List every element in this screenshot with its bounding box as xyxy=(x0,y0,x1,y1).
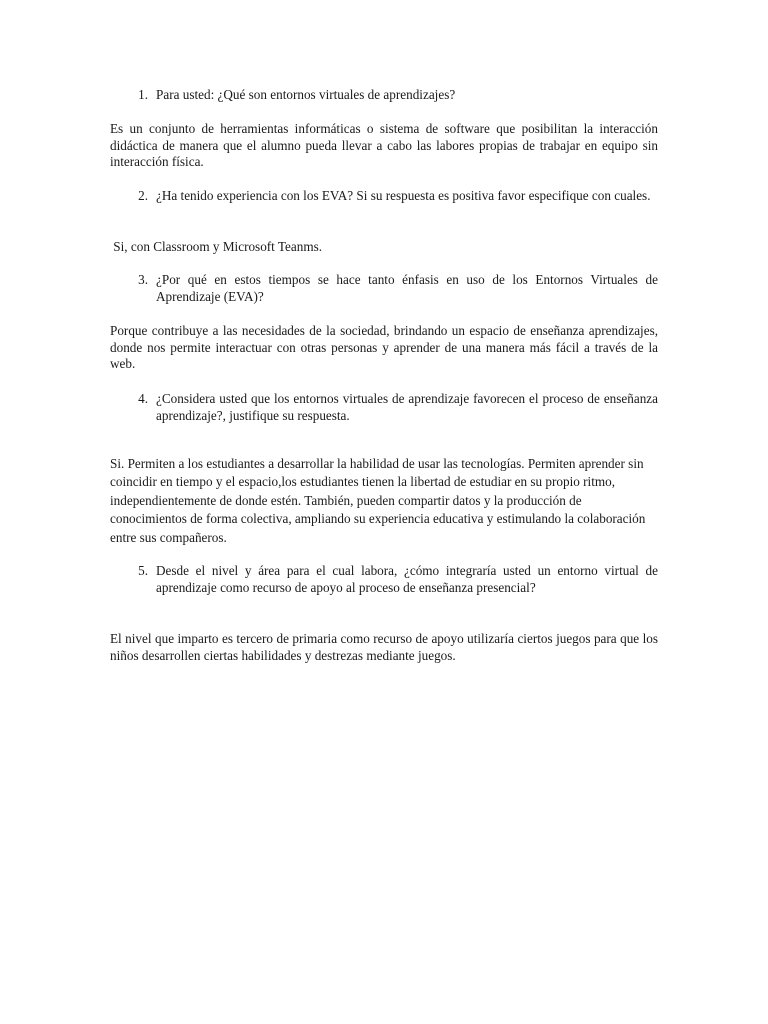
question-text: ¿Considera usted que los entornos virtuales de aprendizaje favorecen el proceso de enseñanza aprendizaje?, justifique su respuesta. xyxy=(156,391,658,423)
question-number: 1. xyxy=(138,87,148,102)
answer-5: El nivel que imparto es tercero de primaria como recurso de apoyo utilizaría ciertos juegos para que los niños desarrollen ciertas habilidades y destrezas mediante juegos. xyxy=(110,631,658,663)
question-2 xyxy=(138,188,658,205)
answer-3: Porque contribuye a las necesidades de la sociedad, brindando un espacio de enseñanza aprendizajes, donde nos permite interactuar con otras personas y aprender de una manera más fácil a través de la web. xyxy=(110,323,658,371)
question-number: 4. xyxy=(138,391,148,406)
question-5 xyxy=(138,563,658,596)
question-text: Desde el nivel y área para el cual labora, ¿cómo integraría usted un entorno virtual de aprendizaje como recurso de apoyo al proceso de enseñanza presencial? xyxy=(156,563,658,595)
answer-2: Si, con Classroom y Microsoft Teanms. xyxy=(110,239,323,254)
question-3 xyxy=(138,272,658,305)
question-text: Para usted: ¿Qué son entornos virtuales de aprendizajes? xyxy=(156,87,456,102)
question-number: 3. xyxy=(138,272,148,287)
question-4 xyxy=(138,391,658,424)
question-text: ¿Ha tenido experiencia con los EVA? Si su respuesta es positiva favor especifique con cuales. xyxy=(156,188,651,203)
answer-1: Es un conjunto de herramientas informáticas o sistema de software que posibilitan la interacción didáctica de manera que el alumno pueda llevar a cabo las labores propias de trabajar en equipo sin interacción física. xyxy=(110,121,658,169)
answer-4: Si. Permiten a los estudiantes a desarrollar la habilidad de usar las tecnologías. Permiten aprender sin coincidir en tiempo y el espacio,los estudiantes tienen la libertad de estudiar en su propio ritmo, independientemente de donde estén. También, pueden compartir datos y la producción de conocimientos de forma colectiva, ampliando su experiencia educativa y estimulando la colaboración entre sus compañeros. xyxy=(110,456,646,545)
question-number: 2. xyxy=(138,188,148,203)
question-text: ¿Por qué en estos tiempos se hace tanto énfasis en uso de los Entornos Virtuales de Aprendizaje (EVA)? xyxy=(156,272,658,304)
question-number: 5. xyxy=(138,563,148,578)
question-1 xyxy=(138,87,658,104)
